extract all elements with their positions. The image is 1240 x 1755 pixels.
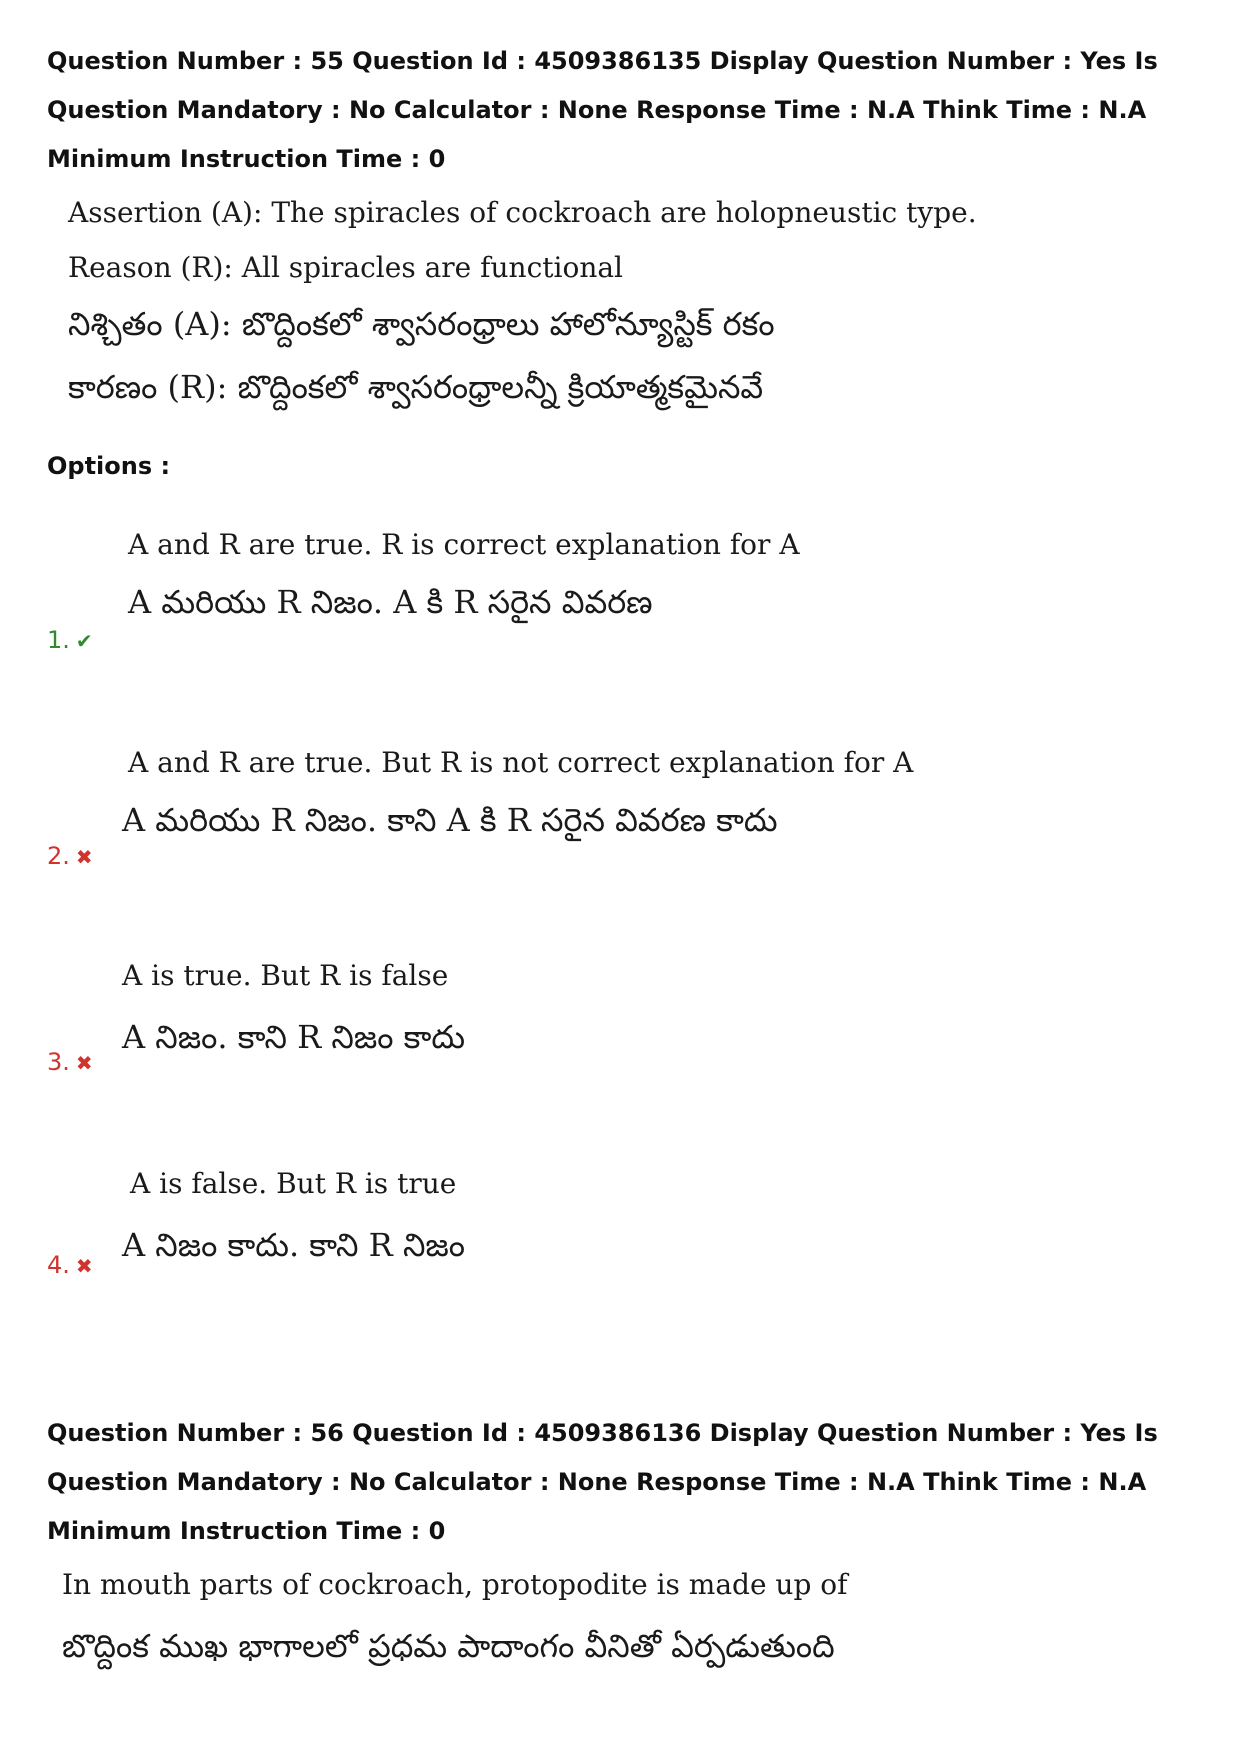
option-3-telugu: A నిజం. కాని R నిజం కాదు [122,1018,466,1056]
option-2[interactable] [47,842,93,870]
option-4-telugu: A నిజం కాదు. కాని R నిజం [122,1226,466,1264]
q56-text-telugu: బొద్దింక ముఖ భాగాలలో ప్రధమ పాదాంగం వీనితో ఏర్పడుతుంది [62,1627,835,1665]
option-1-english: A and R are true. R is correct explanation for A [128,528,800,561]
option-1[interactable] [47,626,93,654]
q55-reason-telugu: కారణం (R): బొద్దింకలో శ్వాసరంధ్రాలన్నీ క్రియాత్మకమైనవే [68,368,764,406]
option-3[interactable] [47,1048,93,1076]
option-3-english: A is true. But R is false [122,959,449,992]
options-label: Options : [47,452,171,480]
option-4-number: 4. [47,1251,70,1279]
q55-assertion-telugu: నిశ్చితం (A): బొద్దింకలో శ్వాసరంధ్రాలు హాలోన్యూస్టిక్ రకం [68,305,775,343]
question-55-metadata: Question Number : 55 Question Id : 4509386135 Display Question Number : Yes Is Question Mandatory : No Calculator : None Response Time : N.A Think Time : N.A Minimum Instruction Time : 0 [47,47,1158,173]
question-56-metadata: Question Number : 56 Question Id : 4509386136 Display Question Number : Yes Is Question Mandatory : No Calculator : None Response Time : N.A Think Time : N.A Minimum Instruction Time : 0 [47,1419,1158,1545]
option-4[interactable] [47,1251,93,1279]
option-2-number: 2. [47,842,70,870]
cross-icon: ✖ [75,1254,93,1278]
option-1-number: 1. [47,626,70,654]
q56-text-english: In mouth parts of cockroach, protopodite is made up of [62,1568,848,1601]
q55-reason-english: Reason (R): All spiracles are functional [68,251,624,284]
option-2-english: A and R are true. But R is not correct explanation for A [128,746,914,779]
option-1-telugu: A మరియు R నిజం. A కి R సరైన వివరణ [128,583,653,621]
option-3-number: 3. [47,1048,70,1076]
option-2-telugu: A మరియు R నిజం. కాని A కి R సరైన వివరణ కాదు [122,801,778,839]
check-icon: ✔ [75,629,93,653]
cross-icon: ✖ [75,1051,93,1075]
option-4-english: A is false. But R is true [130,1167,457,1200]
cross-icon: ✖ [75,845,93,869]
q55-assertion-english: Assertion (A): The spiracles of cockroach are holopneustic type. [68,196,977,229]
